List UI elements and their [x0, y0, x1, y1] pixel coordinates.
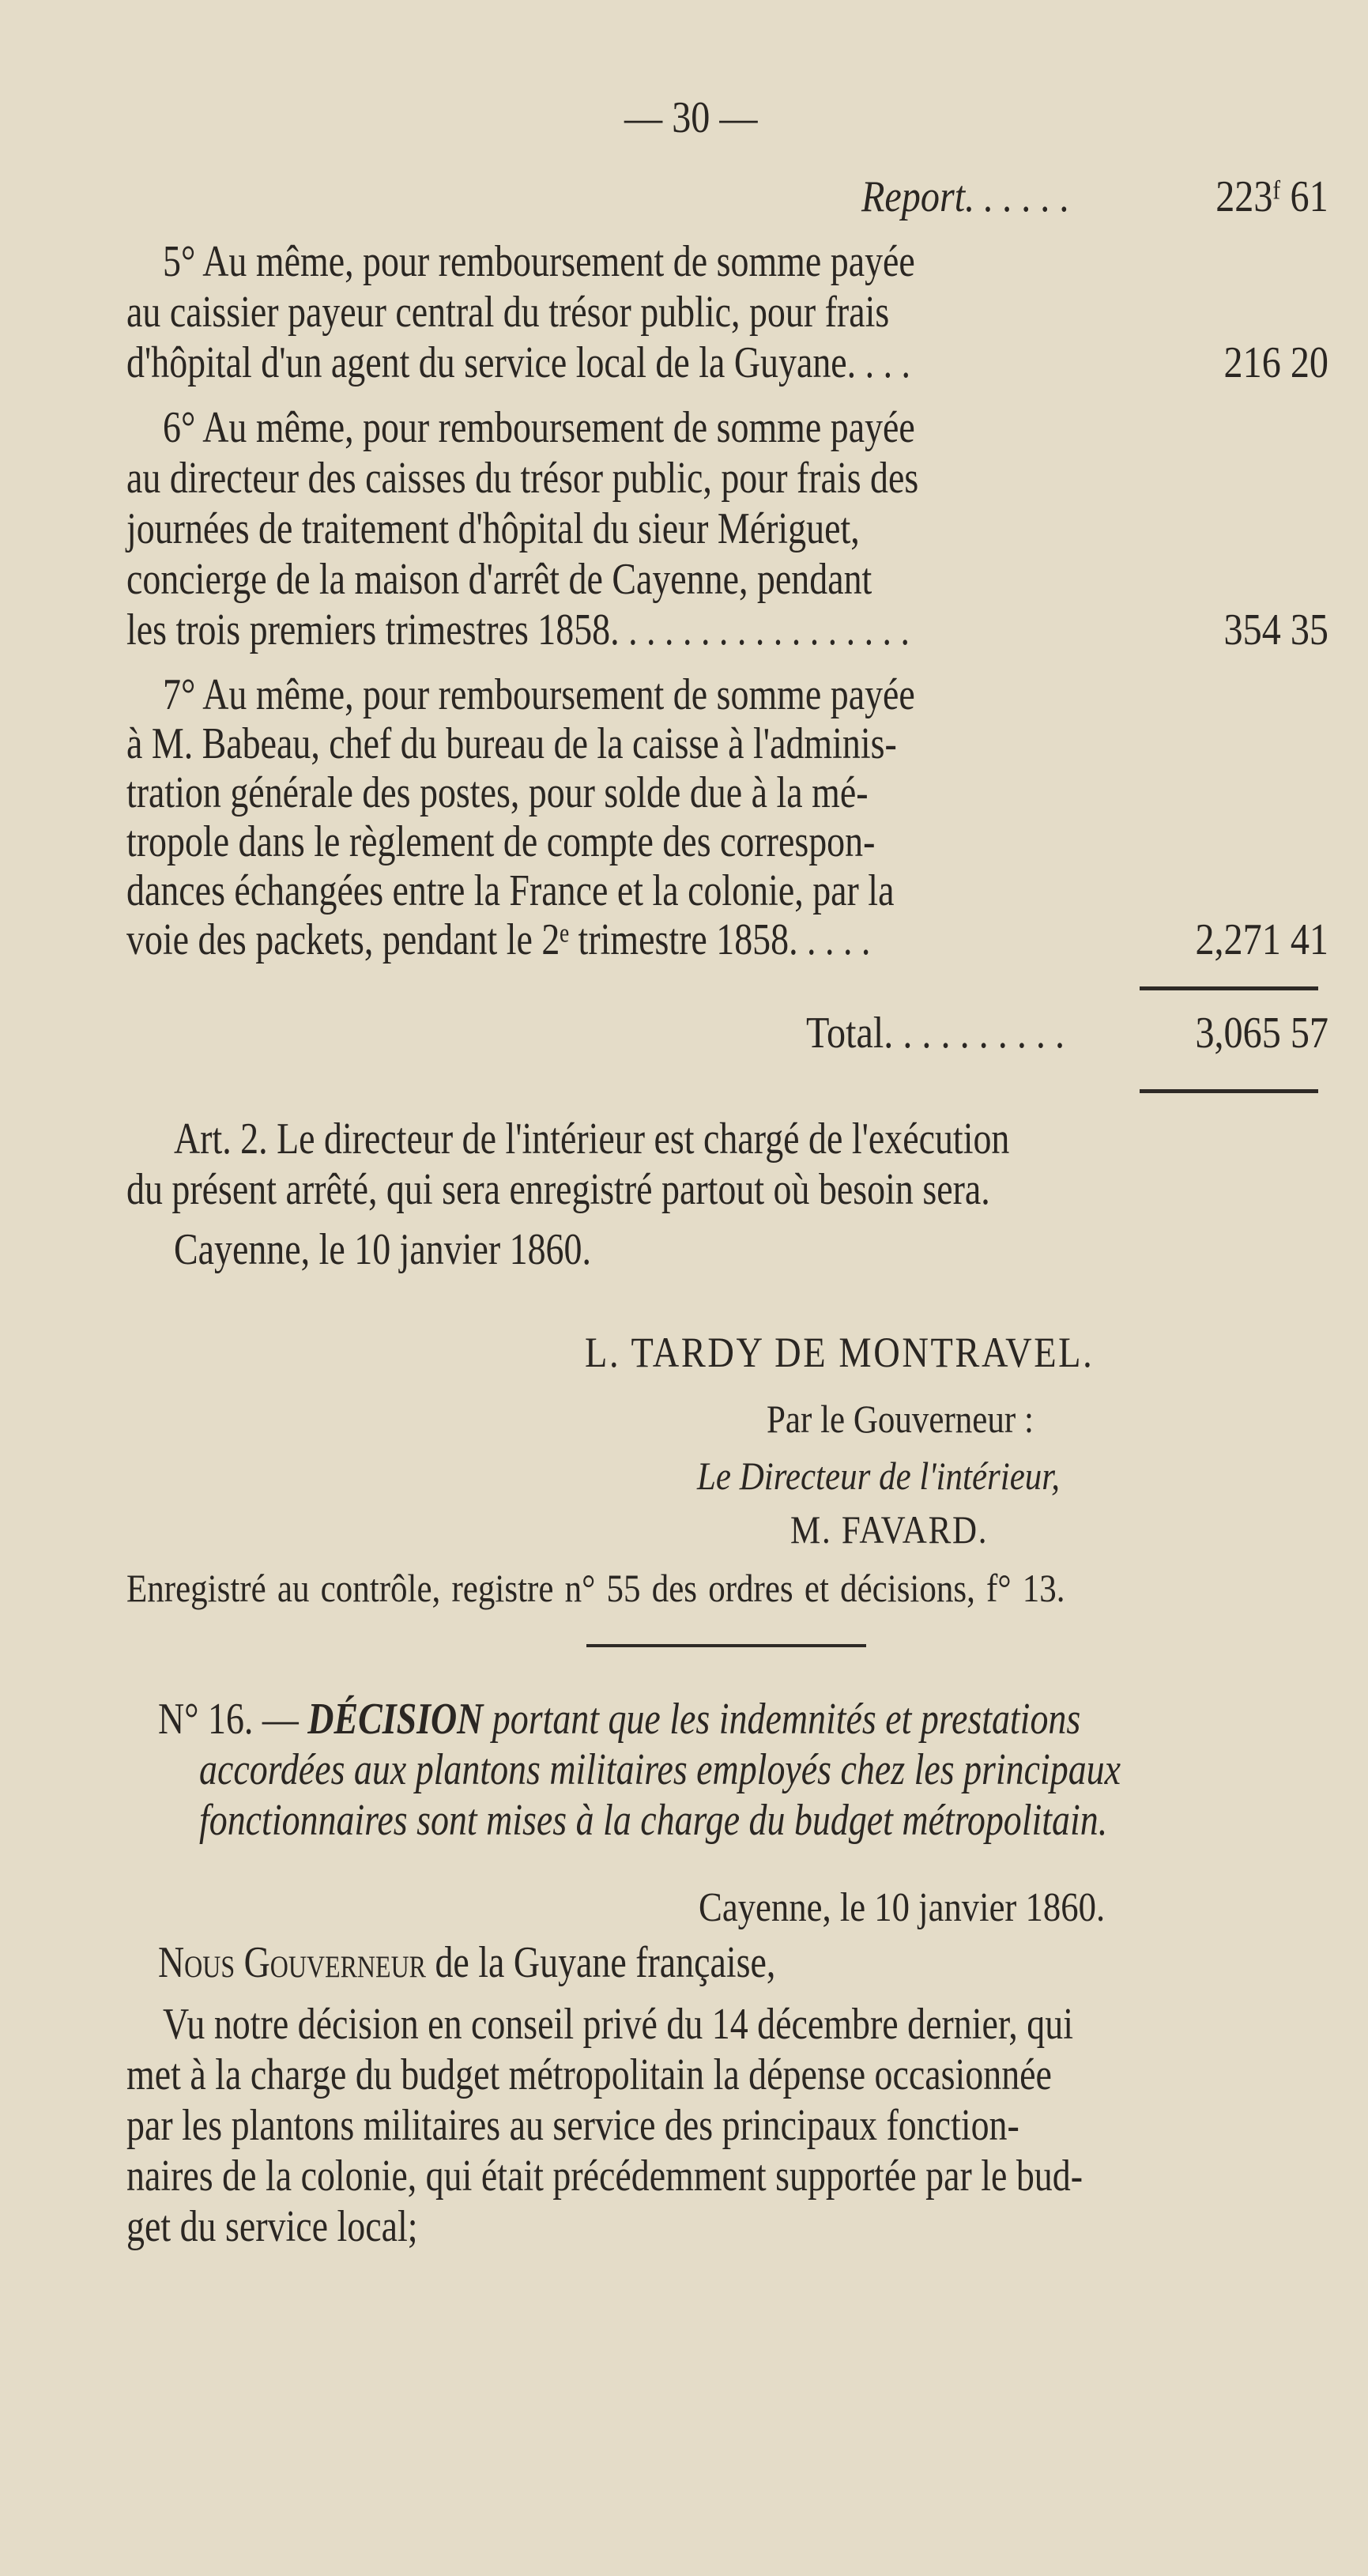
decision-body-line-3: par les plantons militaires au service des principaux fonction- — [126, 2101, 1019, 2150]
director-name: M. FAVARD. — [790, 1507, 989, 1552]
decision-body-line-2: met à la charge du budget métropolitain la dépense occasionnée — [126, 2050, 1052, 2099]
item-6-line-5: les trois premiers trimestres 1858. . . . . . . . . . . . . . . . . — [126, 605, 910, 654]
item-6-line-4: concierge de la maison d'arrêt de Cayenne, pendant — [126, 555, 872, 604]
decision-number: N° 16. — — [158, 1695, 299, 1744]
decision-body-line-1: Vu notre décision en conseil privé du 14 décembre dernier, qui — [163, 2000, 1073, 2049]
decision-heading — [158, 1695, 1080, 1744]
item-6-line-1: 6° Au même, pour remboursement de somme payée — [163, 403, 915, 452]
page-number: — 30 — — [624, 93, 758, 142]
nous-gouverneur-line — [158, 1938, 775, 1987]
item-5-line-2: au caissier payeur central du trésor public, pour frais — [126, 288, 890, 337]
item-7-line-5: dances échangées entre la France et la colonie, par la — [126, 866, 895, 915]
item-6-line-2: au directeur des caisses du trésor public, pour frais des — [126, 454, 919, 503]
item-7-line-6: voie des packets, pendant le 2ᵉ trimestre 1858. . . . . — [126, 915, 871, 964]
gouverneur-word: Gouverneur — [243, 1938, 426, 1987]
report-amount: 223ᶠ 61 — [1215, 172, 1328, 221]
item-7-line-4: tropole dans le règlement de compte des correspon- — [126, 817, 876, 866]
item-7-line-2: à M. Babeau, chef du bureau de la caisse à l'adminis- — [126, 719, 897, 768]
decision-title-line-2: accordées aux plantons militaires employés chez les principaux — [199, 1745, 1121, 1794]
director-title: Le Directeur de l'intérieur, — [697, 1454, 1061, 1498]
decision-title-line-3: fonctionnaires sont mises à la charge du budget métropolitain. — [199, 1796, 1108, 1845]
item-6-amount: 354 35 — [1223, 605, 1328, 654]
registration-note: Enregistré au contrôle, registre n° 55 des ordres et décisions, f° 13. — [126, 1566, 1065, 1610]
section-separator — [586, 1644, 866, 1647]
item-5-line-1: 5° Au même, pour remboursement de somme payée — [163, 237, 915, 286]
item-5-line-3: d'hôpital d'un agent du service local de la Guyane. . . . — [126, 338, 911, 387]
article-2-line-2: du présent arrêté, qui sera enregistré partout où besoin sera. — [126, 1165, 990, 1214]
total-rule-bottom — [1140, 1089, 1318, 1093]
report-label: Report. . . . . . — [861, 172, 1070, 221]
decision-body-line-5: get du service local; — [126, 2202, 418, 2251]
decision-place-date: Cayenne, le 10 janvier 1860. — [699, 1885, 1106, 1930]
item-7-line-3: tration générale des postes, pour solde due à la mé- — [126, 768, 869, 817]
decision-title-rest: portant que les indemnités et prestations — [492, 1695, 1081, 1744]
item-5-amount: 216 20 — [1223, 338, 1328, 387]
item-7-amount: 2,271 41 — [1195, 915, 1328, 964]
total-amount: 3,065 57 — [1195, 1009, 1328, 1058]
decision-title-bold: DÉCISION — [307, 1695, 484, 1744]
decision-body-line-4: naires de la colonie, qui était précédemment supportée par le bud- — [126, 2152, 1083, 2201]
nous-word: Nous — [158, 1938, 236, 1987]
item-7-line-1: 7° Au même, pour remboursement de somme payée — [163, 670, 915, 719]
governor-signature: L. TARDY DE MONTRAVEL. — [585, 1329, 1095, 1376]
article-2-place-date: Cayenne, le 10 janvier 1860. — [174, 1225, 591, 1274]
total-label: Total. . . . . . . . . . — [806, 1009, 1065, 1058]
item-6-line-3: journées de traitement d'hôpital du sieur Mériguet, — [126, 504, 860, 553]
nous-rest: de la Guyane française, — [435, 1938, 776, 1987]
total-rule-top — [1140, 986, 1318, 990]
par-le-gouverneur: Par le Gouverneur : — [767, 1397, 1034, 1441]
article-2-line-1: Art. 2. Le directeur de l'intérieur est chargé de l'exécution — [174, 1115, 1010, 1164]
